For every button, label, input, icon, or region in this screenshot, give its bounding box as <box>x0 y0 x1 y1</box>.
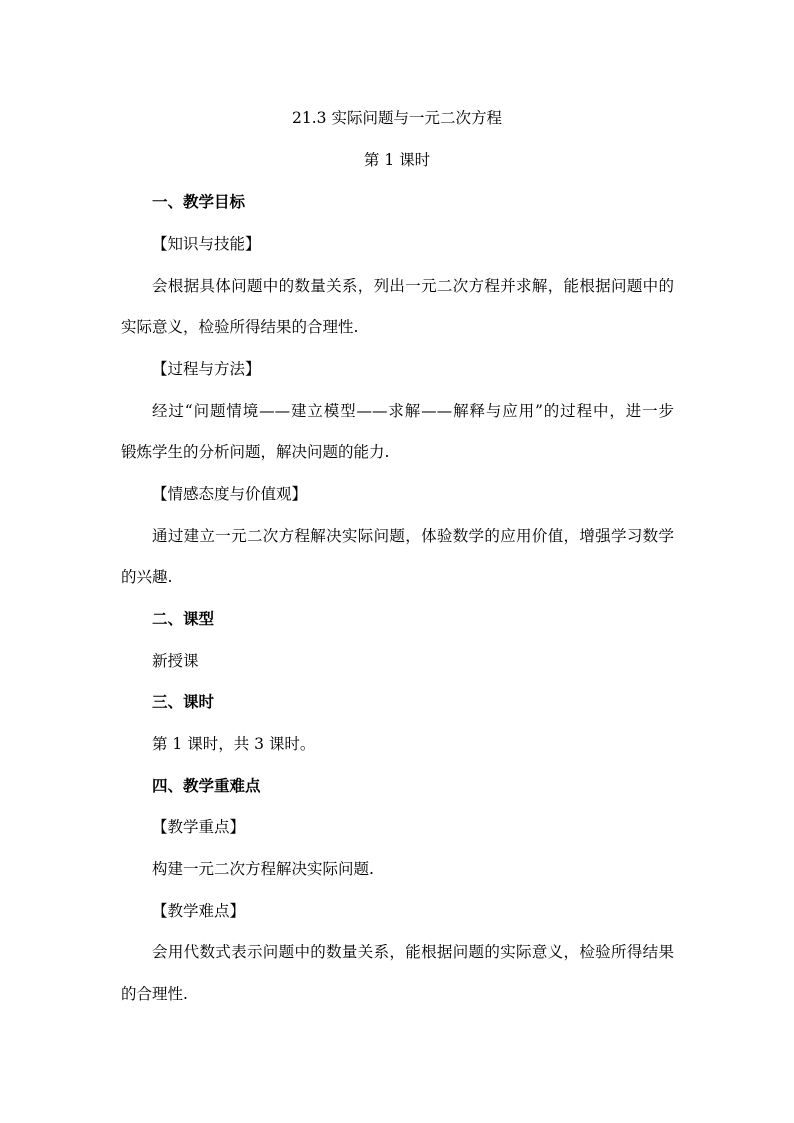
document-subtitle: 第 1 课时 <box>363 151 431 169</box>
section-heading-objectives: 一、教学目标 <box>152 192 246 211</box>
knowledge-text-line2: 实际意义，检验所得结果的合理性. <box>121 318 359 336</box>
section-heading-key-difficult: 四、教学重难点 <box>152 776 261 795</box>
emotion-text-line2: 的兴趣. <box>121 568 173 586</box>
lesson-type-text: 新授课 <box>152 652 199 670</box>
difficulty-text-line1: 会用代数式表示问题中的数量关系，能根据问题的实际意义，检验所得结果 <box>152 943 674 961</box>
process-label: 【过程与方法】 <box>152 360 261 378</box>
section-heading-periods: 三、课时 <box>152 692 215 711</box>
key-point-text: 构建一元二次方程解决实际问题. <box>152 860 374 878</box>
knowledge-label: 【知识与技能】 <box>152 235 261 253</box>
difficulty-text-line2: 的合理性. <box>121 985 188 1003</box>
emotion-text-line1: 通过建立一元二次方程解决实际问题，体验数学的应用价值，增强学习数学 <box>152 527 674 545</box>
key-point-label: 【教学重点】 <box>152 818 246 836</box>
process-text-line1: 经过“问题情境——建立模型——求解——解释与应用”的过程中，进一步 <box>152 402 674 420</box>
knowledge-text-line1: 会根据具体问题中的数量关系，列出一元二次方程并求解，能根据问题中的 <box>152 277 674 295</box>
difficulty-label: 【教学难点】 <box>152 902 246 920</box>
section-heading-lesson-type: 二、课型 <box>152 609 215 628</box>
document-title: 21.3 实际问题与一元二次方程 <box>292 109 502 127</box>
emotion-label: 【情感态度与价值观】 <box>152 485 308 503</box>
process-text-line2: 锻炼学生的分析问题，解决问题的能力. <box>121 443 390 461</box>
periods-text: 第 1 课时，共 3 课时。 <box>152 735 316 753</box>
